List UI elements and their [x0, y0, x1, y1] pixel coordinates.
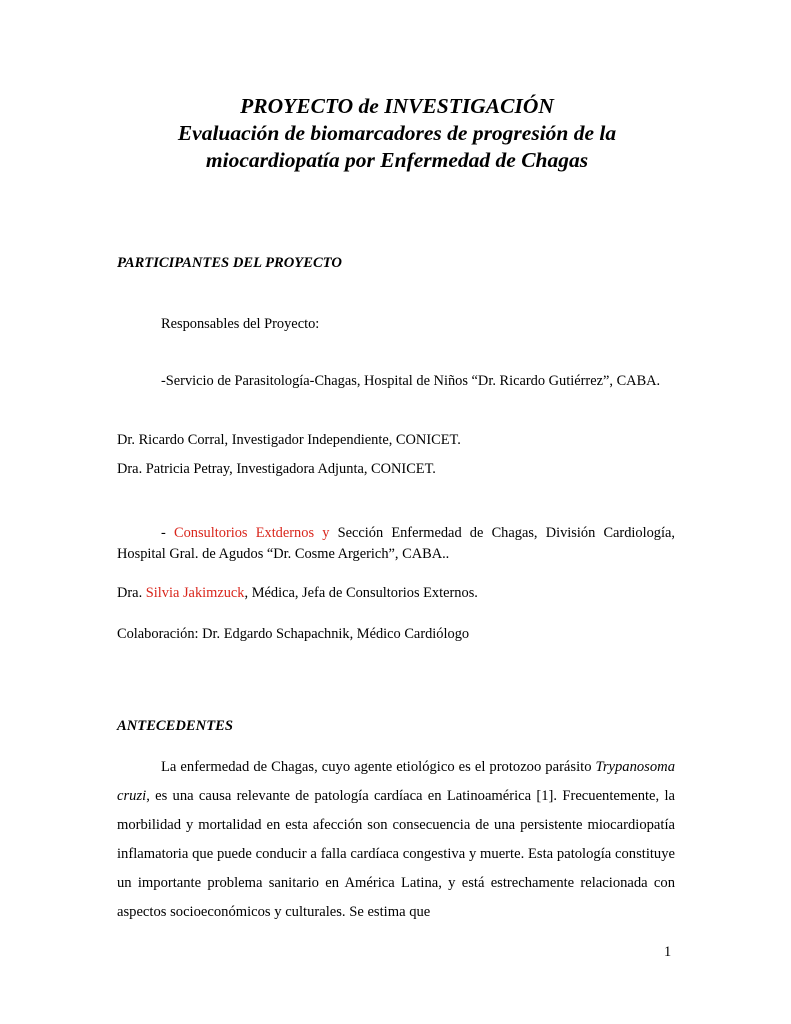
- species-name: Trypanosoma cruzi: [117, 759, 675, 804]
- person-1: Dr. Ricardo Corral, Investigador Independiente, CONICET.: [117, 432, 461, 448]
- institution-1: -Servicio de Parasitología-Chagas, Hospital de Niños “Dr. Ricardo Gutiérrez”, CABA.: [161, 373, 661, 389]
- institution-2-rest: Sección Enfermedad de Chagas, División Cardiología, Hospital Gral. de Agudos “Dr. Cosme Argerich”, CABA..: [117, 525, 675, 562]
- antecedentes-heading: ANTECEDENTES: [117, 718, 233, 734]
- institution-2-prefix: -: [161, 525, 174, 541]
- paragraph-rest: , es una causa relevante de patología cardíaca en Latinoamérica [1]. Frecuentemente, la morbilidad y mortalidad en esta afección son consecuencia de una persistente miocardiopatía inflamatoria que puede conducir a falla cardíaca congestiva y muerte. Esta patología constituye un importante problema sanitario en América Latina, y está estrechamente relacionada con aspectos socioeconómicos y culturales. Se estima que: [117, 788, 675, 920]
- title-line-1: PROYECTO de INVESTIGACIÓN: [240, 94, 554, 118]
- title-line-3: miocardiopatía por Enfermedad de Chagas: [205, 148, 589, 172]
- institution-2-highlight: Consultorios Extdernos y: [173, 525, 330, 541]
- page-number: 1: [664, 944, 672, 960]
- person-3-prefix: Dra.: [117, 585, 146, 601]
- responsables-label: Responsables del Proyecto:: [161, 316, 320, 332]
- collaboration: Colaboración: Dr. Edgardo Schapachnik, Médico Cardiólogo: [117, 626, 470, 642]
- person-3-rest: , Médica, Jefa de Consultorios Externos.: [244, 585, 478, 601]
- antecedentes-paragraph: [117, 753, 675, 927]
- person-3: [117, 584, 478, 602]
- participants-heading: PARTICIPANTES DEL PROYECTO: [117, 255, 342, 271]
- institution-2: [117, 523, 675, 565]
- document-title: [117, 93, 677, 174]
- person-3-name: Silvia Jakimzuck: [145, 585, 245, 601]
- title-line-2: Evaluación de biomarcadores de progresión de la: [177, 121, 617, 145]
- paragraph-start: La enfermedad de Chagas, cuyo agente etiológico es el protozoo parásito: [161, 759, 596, 775]
- person-2: Dra. Patricia Petray, Investigadora Adjunta, CONICET.: [117, 461, 436, 477]
